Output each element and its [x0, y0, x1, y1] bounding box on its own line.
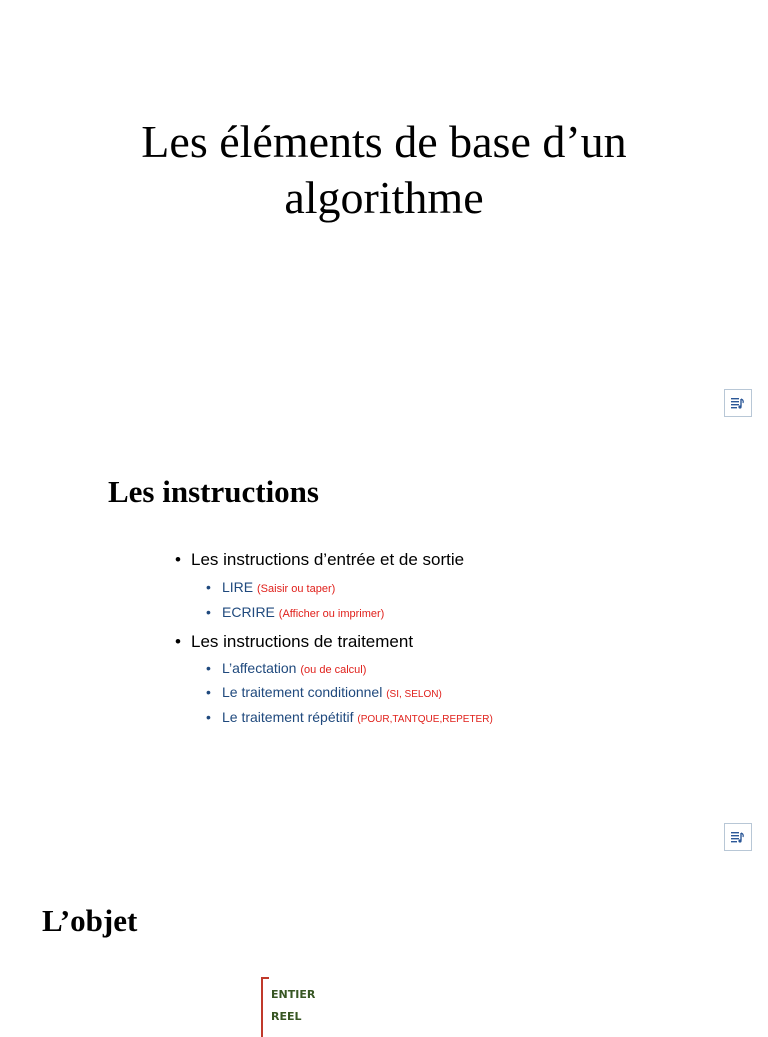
sub-list-item [206, 577, 335, 599]
bullet-icon: • [206, 660, 211, 676]
type-label-reel: REEL [271, 1010, 302, 1023]
sub-list-item-label: ECRIRE [222, 604, 279, 620]
speaker-notes-icon [730, 395, 746, 411]
list-item [175, 630, 413, 654]
section-heading-objet: L’objet [42, 903, 138, 938]
bullet-icon: • [175, 632, 181, 651]
sub-list-item-note: (Afficher ou imprimer) [278, 608, 385, 620]
sub-list-item-label: Le traitement répétitif [222, 709, 358, 725]
sub-list-item-note: (SI, SELON) [386, 689, 442, 700]
bullet-icon: • [206, 709, 211, 725]
section-heading-instructions: Les instructions [108, 474, 319, 509]
slide-title [0, 114, 768, 226]
sub-list-item-label: Le traitement conditionnel [222, 684, 387, 700]
sub-list-item-label: L’affectation [222, 660, 301, 676]
speaker-notes-button[interactable] [724, 823, 752, 851]
sub-list-item [206, 658, 366, 680]
speaker-notes-button[interactable] [724, 389, 752, 417]
list-item-label: Les instructions d’entrée et de sortie [191, 550, 465, 569]
sub-list-item [206, 682, 442, 705]
speaker-notes-icon [730, 829, 746, 845]
bullet-icon: • [206, 579, 211, 595]
slide-title-line-2: algorithme [284, 172, 484, 223]
sub-list-item-label: LIRE [222, 579, 258, 595]
sub-list-item-note: (Saisir ou taper) [257, 583, 336, 595]
bullet-icon: • [175, 550, 181, 569]
type-label-entier: ENTIER [271, 988, 316, 1001]
bullet-icon: • [206, 604, 211, 620]
sub-list-item-note: (ou de calcul) [300, 664, 367, 676]
slide-title-line-1: Les éléments de base d’un [141, 116, 627, 167]
bullet-icon: • [206, 684, 211, 700]
list-item-label: Les instructions de traitement [191, 632, 414, 651]
sub-list-item-note: (POUR,TANTQUE,REPETER) [357, 714, 493, 725]
sub-list-item [206, 707, 493, 730]
sub-list-item [206, 602, 384, 624]
type-bracket [261, 977, 269, 1037]
list-item [175, 548, 464, 572]
